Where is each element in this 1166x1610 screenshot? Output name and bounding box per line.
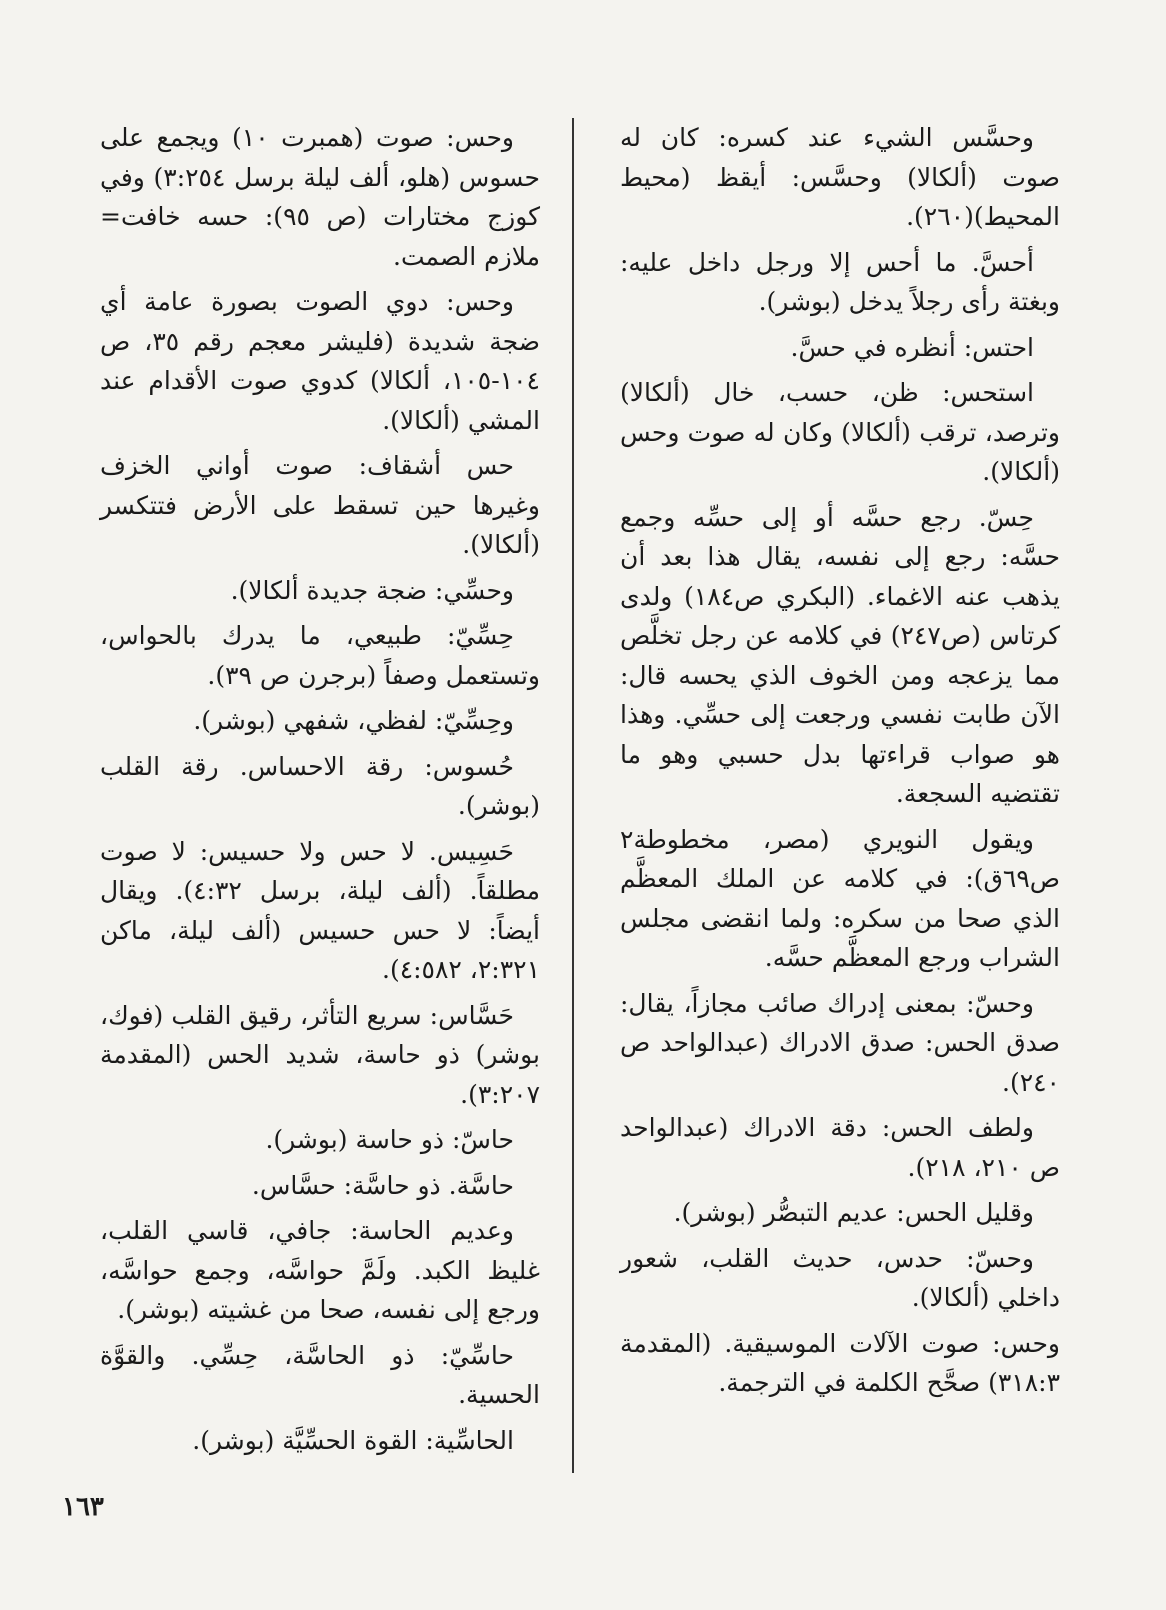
entry-hiss-dawi: وحس: دوي الصوت بصورة عامة أي ضجة شديدة (فليشر معجم رقم ٣٥، ص ١٠٤-١٠٥، ألكالا) كدوي صوت الأقدام عند المشي (ألكالا).	[100, 287, 541, 435]
entry-hiss-idrak: وحسّ: بمعنى إدراك صائب مجازاً، يقال: صدق الحس: صدق الادراك (عبدالواحد ص ٢٤٠).	[620, 988, 1060, 1097]
entry-ihtas: احتس: أنظره في حسَّ.	[790, 332, 1034, 362]
entry-lutf-alhiss: ولطف الحس: دقة الادراك (عبدالواحد ص ٢١٠، ٢١٨).	[620, 1113, 1060, 1182]
entry-husus: حُسوس: رقة الاحساس. رقة القلب (بوشر).	[100, 751, 540, 820]
entry-hassa: حاسَّة. ذو حاسَّة: حسَّاس.	[251, 1170, 514, 1200]
entry-hissiy-tabii: حِسِّيّ: طبيعي، ما يدرك بالحواس، وتستعمل وصفاً (برجرن ص ٣٩).	[100, 621, 540, 690]
entry-tahsis: وحسَّس الشيء عند كسره: كان له صوت (ألكالا) وحسَّس: أيقظ (محيط المحيط)(٢٦٠).	[620, 123, 1060, 231]
entry-adim-alhassa: وعديم الحاسة: جافي، قاسي القلب، غليظ الكبد. ولَمَّ حواسَّه، وجمع حواسَّه، ورجع إلى نفسه، صحا من غشيته (بوشر).	[100, 1216, 540, 1324]
entry-hiss-sawt: وحس: صوت (همبرت ١٠) ويجمع على حسوس (هلو، ألف ليلة برسل ٣:٢٥٤) وفي كوزج مختارات (ص ٩٥): حسه خافت= ملازم الصمت.	[100, 123, 541, 271]
entry-qalil-alhiss: وقليل الحس: عديم التبصُّر (بوشر).	[673, 1198, 1034, 1227]
entry-hiss: حِسّ. رجع حسَّه أو إلى حسِّه وجمع حسَّه: رجع إلى نفسه، يقال هذا بعد أن يذهب عنه الاغماء. (البكري ص١٨٤) ولدى كرتاس (ص٢٤٧) في كلامه عن رجل تخلَّص مما يزعجه ومن الخوف الذي يحسه قال: الآن طابت نفسي ورجعت إلى حسِّي. وهذا هو صواب قراءتها بدل حسبي وهو ما تقتضيه السجعة.	[620, 502, 1061, 808]
column-divider	[572, 118, 574, 1473]
entry-hasis: حَسِيس. لا حس ولا حسيس: لا صوت مطلقاً. (ألف ليلة، برسل ٤:٣٢). ويقال أيضاً: لا حس حسيس (ألف ليلة، ماكن ٢:٣٢١، ٤:٥٨٢).	[100, 836, 540, 984]
entry-istahas: استحس: ظن، حسب، خال (ألكالا) وترصد، ترقب (ألكالا) وكان له صوت وحس (ألكالا).	[620, 378, 1060, 486]
page-number: ١٦٣	[62, 1492, 104, 1522]
entry-hassiy: حاسِّيّ: ذو الحاسَّة، حِسِّي. والقوَّة الحسية.	[100, 1340, 540, 1409]
entry-hiss-musiqa: وحس: صوت الآلات الموسيقية. (المقدمة ٣١٨:٣) صحَّح الكلمة في الترجمة.	[620, 1328, 1060, 1397]
entry-hiss-ashqaf: حس أشقاف: صوت أواني الخزف وغيرها حين تسقط على الأرض فتتكسر (ألكالا).	[100, 451, 540, 559]
entry-ahassa: أحسَّ. ما أحس إلا ورجل داخل عليه: وبغتة رأى رجلاً يدخل (بوشر).	[620, 247, 1060, 316]
entry-alhassiya: الحاسِّية: القوة الحسِّيَّة (بوشر).	[192, 1425, 514, 1455]
entry-nuwayri: ويقول النويري (مصر، مخطوطة٢ ص٦٩ق): في كلامه عن الملك المعظَّم الذي صحا من سكره: ولما انقضى مجلس الشراب ورجع المعظَّم حسَّه.	[620, 824, 1060, 972]
entry-hassas: حَسَّاس: سريع التأثر، رقيق القلب (فوك، بوشر) ذو حاسة، شديد الحس (المقدمة ٣:٢٠٧).	[100, 1000, 540, 1109]
left-column	[100, 118, 540, 1466]
entry-hiss-hads: وحسّ: حدس، حديث القلب، شعور داخلي (ألكالا).	[620, 1243, 1060, 1312]
entry-hissi-dajja: وحسِّي: ضجة جديدة ألكالا).	[230, 575, 514, 605]
right-column	[620, 118, 1060, 1409]
entry-hissiy-lafzi: وحِسِّيّ: لفظي، شفهي (بوشر).	[193, 706, 514, 735]
entry-hass: حاسّ: ذو حاسة (بوشر).	[265, 1125, 514, 1154]
